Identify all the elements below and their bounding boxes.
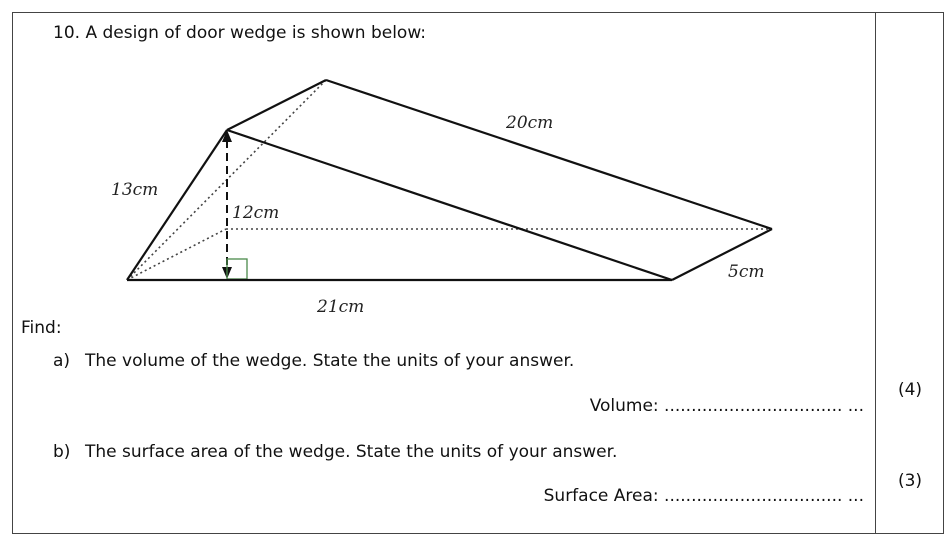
edge-top-back bbox=[227, 80, 326, 130]
label-slant: 13cm bbox=[111, 180, 159, 200]
label-base: 21cm bbox=[317, 297, 365, 317]
surface-area-answer-line[interactable]: Surface Area: ................................. ... bbox=[543, 486, 864, 506]
part-b-letter: b) bbox=[53, 442, 71, 462]
part-a bbox=[53, 351, 574, 371]
question-title: 10. A design of door wedge is shown below: bbox=[53, 23, 427, 43]
label-width: 5cm bbox=[728, 262, 765, 282]
edge-front-slant bbox=[127, 130, 227, 280]
part-a-text: The volume of the wedge. State the units of your answer. bbox=[85, 351, 575, 371]
marks-part-a: (4) bbox=[897, 380, 923, 400]
volume-answer-line[interactable]: Volume: ................................. ... bbox=[589, 396, 864, 416]
marks-part-b: (3) bbox=[897, 471, 923, 491]
find-label: Find: bbox=[21, 318, 62, 338]
label-height: 12cm bbox=[232, 203, 280, 223]
hidden-edge-back-base-left bbox=[127, 229, 226, 280]
edge-front-hypotenuse bbox=[227, 130, 672, 280]
label-length: 20cm bbox=[506, 113, 554, 133]
edge-top-ridge bbox=[326, 80, 772, 229]
part-b bbox=[53, 442, 617, 462]
part-b-text: The surface area of the wedge. State the units of your answer. bbox=[85, 442, 618, 462]
part-a-letter: a) bbox=[53, 351, 71, 371]
